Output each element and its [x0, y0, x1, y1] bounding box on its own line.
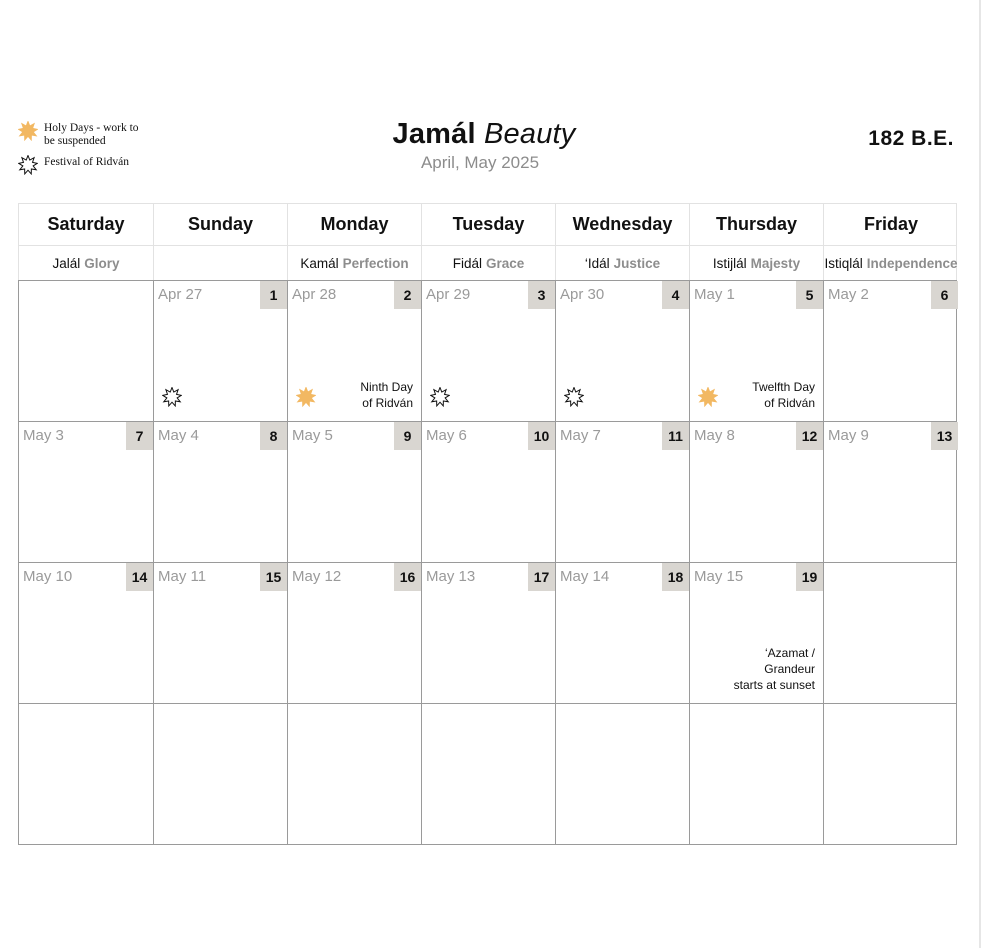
day-cell[interactable] [287, 704, 421, 844]
badi-day-number: 18 [662, 563, 689, 591]
event-note-line: ‘Azamat / [764, 646, 815, 660]
day-name-english: Grace [485, 255, 525, 271]
day-name-arabic: Kamál [300, 255, 339, 271]
gregorian-date: May 15 [694, 568, 744, 585]
gregorian-date: May 5 [292, 427, 333, 444]
gregorian-date: May 10 [23, 568, 73, 585]
weekday-thursday: Thursday [689, 204, 823, 245]
gregorian-date: May 4 [158, 427, 199, 444]
badi-day-number: 10 [528, 422, 555, 450]
festival-icon [162, 387, 182, 412]
day-cell[interactable] [153, 563, 287, 703]
day-name-english: Justice [613, 255, 661, 271]
day-cell[interactable] [823, 704, 958, 844]
day-name-english: Majesty [750, 255, 801, 271]
badi-day-number: 8 [260, 422, 287, 450]
gregorian-date: Apr 27 [158, 286, 203, 303]
legend-holy-day-label: Holy Days - work to be suspended [44, 122, 139, 147]
week-row [19, 421, 956, 562]
day-name [823, 246, 958, 280]
badi-day-number: 16 [394, 563, 421, 591]
day-name [421, 246, 555, 280]
day-cell[interactable] [555, 704, 689, 844]
weekday-friday: Friday [823, 204, 958, 245]
weeks [18, 280, 957, 845]
event-note [360, 379, 413, 411]
gregorian-date: May 1 [694, 286, 735, 303]
day-cell[interactable] [421, 281, 555, 421]
gregorian-date: May 9 [828, 427, 869, 444]
day-name [555, 246, 689, 280]
event-note-line: of Ridván [362, 396, 413, 410]
title-italic: Beauty [484, 118, 576, 150]
weekday-saturday: Saturday [47, 214, 125, 234]
event-note-line: Ninth Day [360, 380, 413, 394]
gregorian-date: Apr 28 [292, 286, 337, 303]
day-cell[interactable] [689, 704, 823, 844]
day-cell[interactable] [287, 281, 421, 421]
day-cell[interactable] [153, 422, 287, 562]
year-label: 182 B.E. [868, 127, 954, 150]
week-row [19, 281, 956, 421]
day-name [287, 246, 421, 280]
gregorian-date: May 7 [560, 427, 601, 444]
day-cell[interactable] [19, 422, 153, 562]
gregorian-date: Apr 29 [426, 286, 471, 303]
day-cell[interactable] [689, 281, 823, 421]
day-cell[interactable] [555, 563, 689, 703]
day-name-english: Independence [866, 255, 958, 271]
gregorian-date: May 11 [158, 568, 207, 585]
festival-icon [430, 387, 450, 412]
day-name-english: Perfection [342, 255, 409, 271]
day-name-arabic: Istiqlál [824, 255, 863, 271]
badi-day-number: 12 [796, 422, 823, 450]
day-name-english: Glory [84, 255, 120, 271]
event-note-line: Twelfth Day [752, 380, 815, 394]
calendar-grid [18, 203, 957, 845]
festival-icon [564, 387, 584, 412]
day-cell[interactable] [19, 281, 153, 421]
event-note [734, 645, 815, 693]
badi-day-number: 7 [126, 422, 153, 450]
gregorian-date: May 2 [828, 286, 869, 303]
day-cell[interactable] [555, 422, 689, 562]
badi-day-number: 4 [662, 281, 689, 309]
day-cell[interactable] [421, 563, 555, 703]
event-note-line: starts at sunset [733, 678, 815, 692]
day-cell[interactable] [689, 422, 823, 562]
day-names-row [18, 245, 957, 280]
day-cell[interactable] [555, 281, 689, 421]
week-row [19, 703, 956, 844]
event-note-line: of Ridván [764, 396, 815, 410]
day-name-arabic: ‘Idál [584, 255, 610, 271]
badi-day-number: 9 [394, 422, 421, 450]
day-cell[interactable] [153, 281, 287, 421]
weekday-monday: Monday [287, 204, 421, 245]
badi-day-number: 5 [796, 281, 823, 309]
page-subtitle: April, May 2025 [420, 153, 540, 172]
day-cell[interactable] [689, 563, 823, 703]
day-name-arabic: Fidál [452, 255, 482, 271]
day-cell[interactable] [287, 563, 421, 703]
badi-day-number: 2 [394, 281, 421, 309]
badi-day-number: 3 [528, 281, 555, 309]
badi-day-number: 17 [528, 563, 555, 591]
badi-day-number: 11 [662, 422, 689, 450]
gregorian-date: May 13 [426, 568, 476, 585]
week-row [19, 562, 956, 703]
badi-day-number: 19 [796, 563, 823, 591]
badi-day-number: 6 [931, 281, 958, 309]
badi-day-number: 14 [126, 563, 153, 591]
day-cell[interactable] [153, 704, 287, 844]
gregorian-date: Apr 30 [560, 286, 605, 303]
day-name [19, 246, 153, 280]
holy-day-icon [698, 387, 718, 412]
day-cell[interactable] [421, 704, 555, 844]
day-cell[interactable] [19, 704, 153, 844]
gregorian-date: May 14 [560, 568, 610, 585]
holy-day-icon [296, 387, 316, 412]
badi-day-number: 1 [260, 281, 287, 309]
day-name [153, 246, 287, 280]
badi-day-number: 15 [260, 563, 287, 591]
weekday-wednesday: Wednesday [555, 204, 689, 245]
weekday-sunday: Sunday [153, 204, 287, 245]
weekday-tuesday: Tuesday [421, 204, 555, 245]
day-cell[interactable] [823, 422, 958, 562]
gregorian-date: May 8 [694, 427, 735, 444]
day-cell[interactable] [823, 563, 958, 703]
legend-festival-label: Festival of Ridván [44, 156, 129, 168]
day-cell[interactable] [823, 281, 958, 421]
event-note-line: Grandeur [764, 662, 815, 676]
day-name-arabic: Istijlál [712, 255, 747, 271]
day-cell[interactable] [287, 422, 421, 562]
day-cell[interactable] [421, 422, 555, 562]
weekday-header-row [18, 203, 957, 245]
day-cell[interactable] [19, 563, 153, 703]
day-name-arabic: Jalál [52, 255, 81, 271]
event-note [752, 379, 815, 411]
day-name [689, 246, 823, 280]
title-main: Jamál [392, 118, 476, 150]
page-title [0, 118, 968, 151]
gregorian-date: May 6 [426, 427, 467, 444]
gregorian-date: May 3 [23, 427, 64, 444]
gregorian-date: May 12 [292, 568, 342, 585]
badi-day-number: 13 [931, 422, 958, 450]
